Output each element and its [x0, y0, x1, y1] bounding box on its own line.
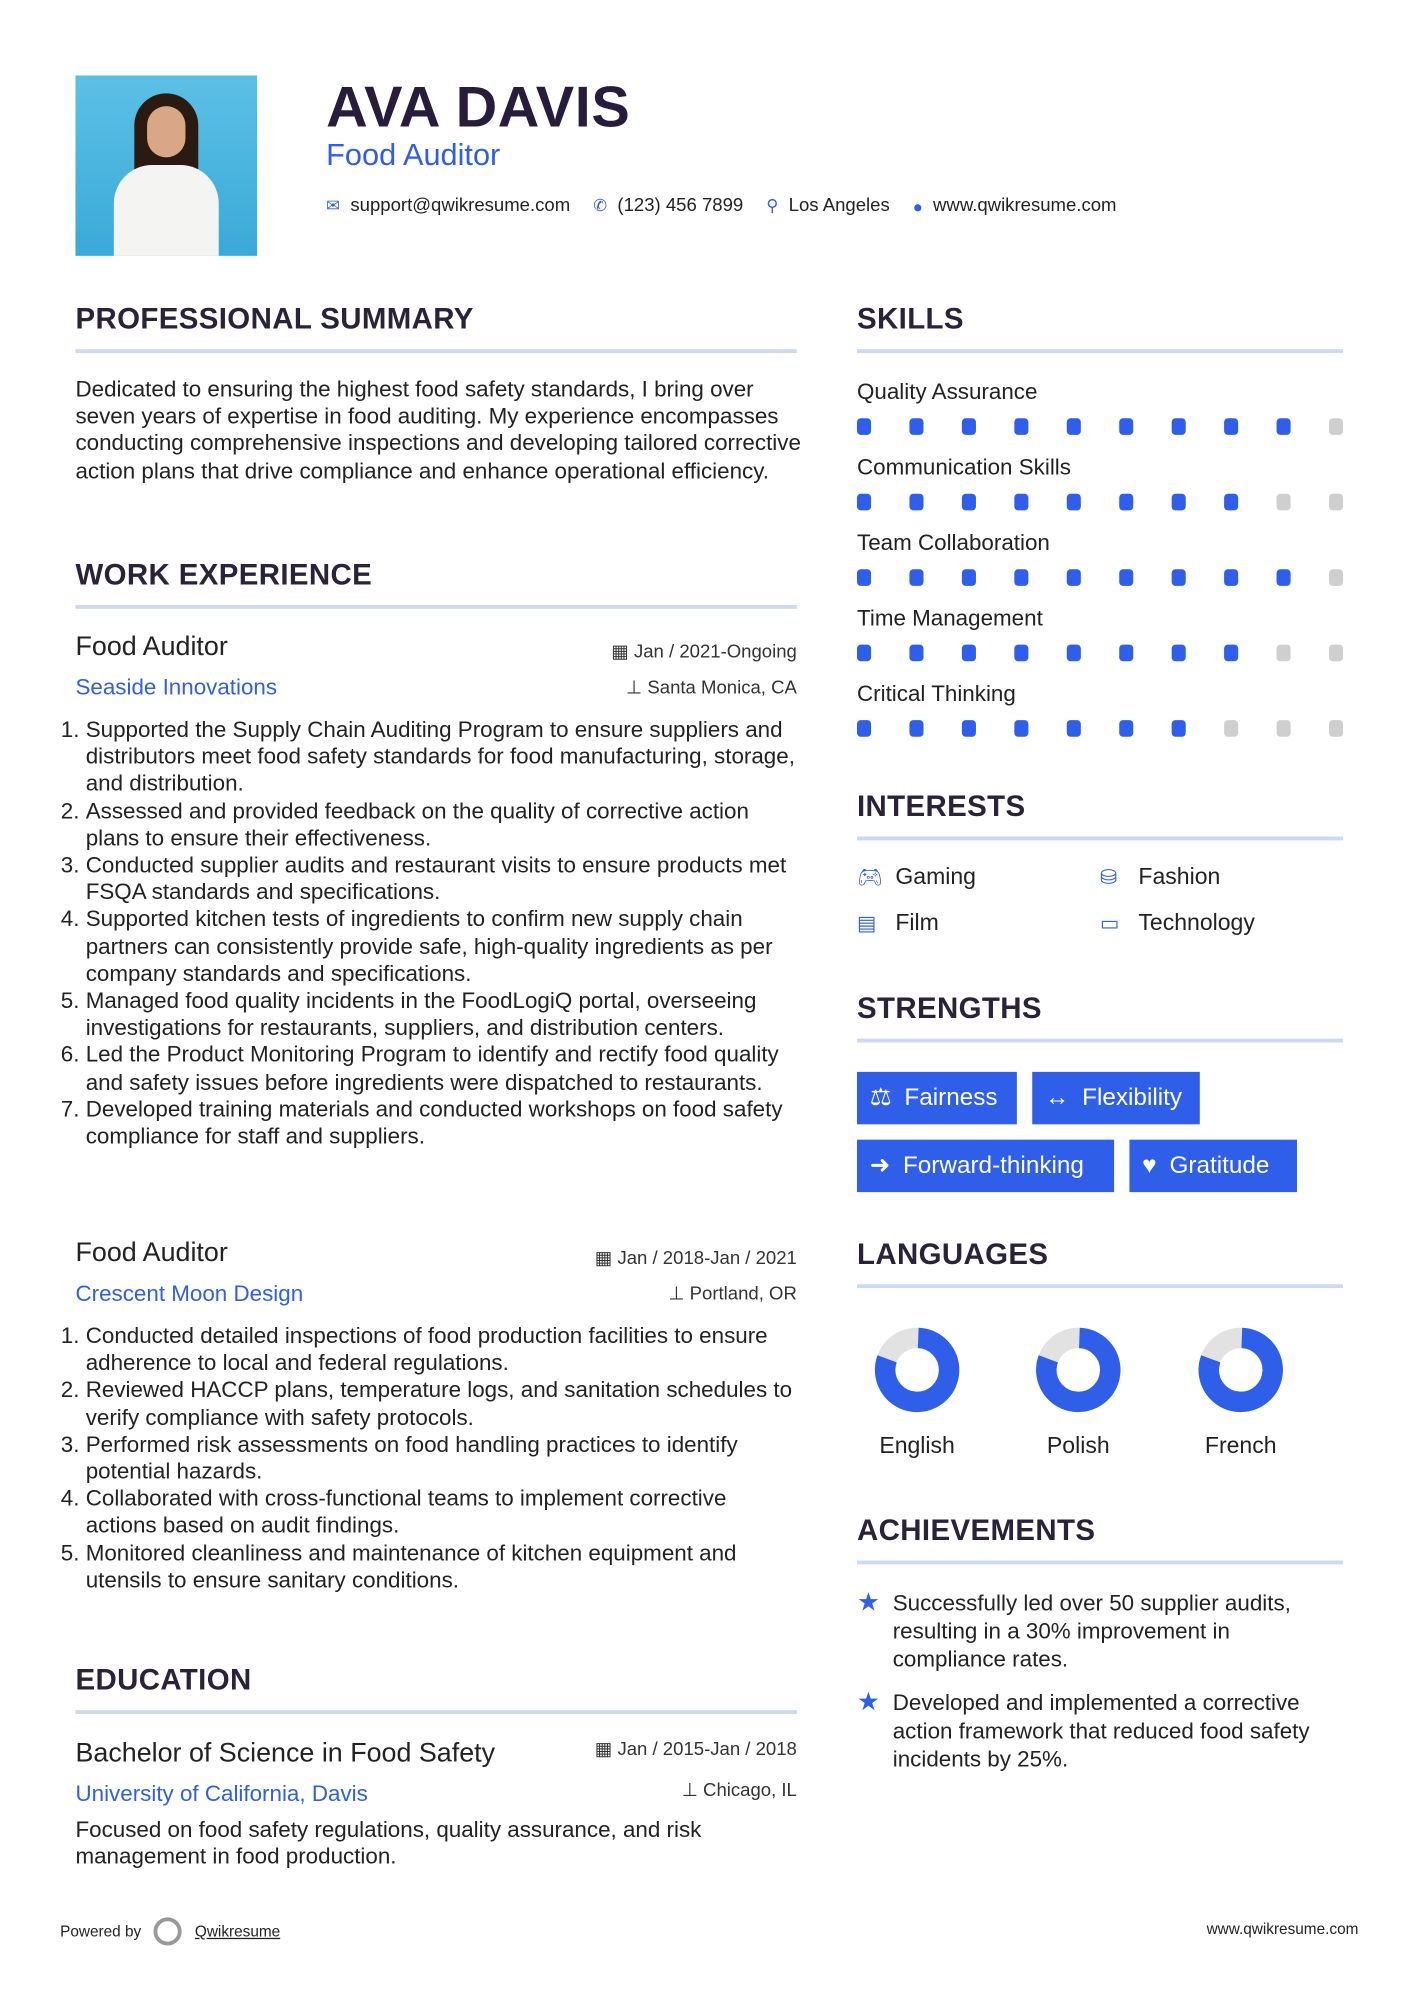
globe-icon: ●	[912, 196, 923, 216]
divider	[75, 605, 796, 609]
rating-dot	[1224, 569, 1238, 586]
rating-dot	[1329, 494, 1343, 511]
skill-rating	[857, 645, 1343, 662]
job-location: ⊥ Santa Monica, CA	[626, 677, 797, 699]
rating-dot	[1277, 569, 1291, 586]
rating-dot	[909, 418, 923, 435]
interest-gaming: 🎮︎ Gaming	[856, 863, 976, 889]
rating-dot	[1224, 418, 1238, 435]
location-text: Los Angeles	[788, 195, 890, 217]
strength-tag: ➜ Forward-thinking	[857, 1140, 1114, 1192]
skill-name: Communication Skills	[856, 454, 1071, 480]
job-entry	[68, 632, 797, 1150]
rating-dot	[1119, 720, 1133, 737]
qwikresume-logo-icon	[154, 1917, 182, 1945]
rating-dot	[1119, 645, 1133, 662]
divider	[75, 349, 796, 353]
rating-dot	[1277, 720, 1291, 737]
education-dates: ▦ Jan / 2015-Jan / 2018	[594, 1739, 797, 1761]
interest-fashion: ⛁ Fashion	[1100, 863, 1221, 889]
arrows-h-icon: ↔	[1045, 1084, 1070, 1111]
skill-item	[857, 605, 1343, 680]
skills-list	[857, 379, 1343, 756]
list-item: 6. Led the Product Monitoring Program to identify and rectify food quality and safety issues before ingredients were dispatched to restaurants.	[86, 1042, 797, 1096]
language-name: French	[1204, 1432, 1277, 1459]
pin-icon: ⊥	[626, 677, 648, 699]
pin-icon: ⊥	[668, 1284, 690, 1305]
rating-dot	[857, 418, 871, 435]
rating-dot	[1329, 645, 1343, 662]
language-donut	[1196, 1325, 1286, 1415]
strengths-heading: STRENGTHS	[856, 991, 1042, 1025]
list-item: 1. Supported the Supply Chain Auditing Program to ensure suppliers and distributors meet food safety standards for food manufacturing, storage, and distribution.	[86, 716, 797, 797]
school-name: University of California, Davis	[75, 1780, 368, 1807]
rating-dot	[1014, 418, 1028, 435]
calendar-icon: ▦	[594, 1739, 618, 1761]
skill-item	[857, 530, 1343, 605]
company-name: Crescent Moon Design	[75, 1280, 304, 1306]
arrow-right-icon: ➜	[869, 1152, 891, 1180]
rating-dot	[1014, 494, 1028, 511]
list-item: 1. Conducted detailed inspections of food production facilities to ensure adherence to local and federal regulations.	[86, 1323, 797, 1377]
education-text: Focused on food safety regulations, quality assurance, and risk management in food production.	[75, 1816, 702, 1870]
candidate-name: AVA DAVIS	[326, 74, 631, 140]
footer-url[interactable]: www.qwikresume.com	[1206, 1919, 1359, 1938]
list-item: 4. Collaborated with cross-functional teams to implement corrective actions based on audit findings.	[86, 1485, 797, 1539]
list-item: 3. Conducted supplier audits and restaurant visits to ensure products met FSQA standards and specifications.	[86, 852, 797, 906]
skill-rating	[857, 494, 1343, 511]
rating-dot	[857, 494, 871, 511]
summary-heading: PROFESSIONAL SUMMARY	[75, 301, 474, 336]
pin-icon: ⊥	[681, 1780, 704, 1801]
rating-dot	[1119, 569, 1133, 586]
email-link[interactable]: support@qwikresume.com	[350, 195, 571, 217]
job-bullets	[68, 1323, 797, 1594]
skill-rating	[857, 720, 1343, 737]
list-item: 4. Supported kitchen tests of ingredients to confirm new supply chain partners can consistently provide safe, high-quality ingredients as per company standards and specifications.	[86, 906, 797, 987]
education-heading: EDUCATION	[75, 1662, 252, 1697]
job-title: Food Auditor	[75, 1238, 228, 1268]
star-icon: ★	[856, 1588, 880, 1617]
divider	[857, 349, 1343, 353]
interest-technology: ▭ Technology	[1100, 909, 1255, 936]
profile-photo	[75, 75, 257, 255]
rating-dot	[1172, 645, 1186, 662]
education-location: ⊥ Chicago, IL	[681, 1780, 797, 1801]
job-bullets	[68, 716, 797, 1150]
achievements-heading: ACHIEVEMENTS	[856, 1513, 1096, 1547]
rating-dot	[1067, 645, 1081, 662]
star-icon: ★	[856, 1688, 880, 1717]
contact-bar	[326, 196, 1116, 216]
divider	[857, 1561, 1343, 1565]
gamepad-icon: 🎮︎	[856, 866, 883, 889]
rating-dot	[1067, 418, 1081, 435]
skills-heading: SKILLS	[856, 301, 964, 336]
rating-dot	[1224, 720, 1238, 737]
rating-dot	[1277, 418, 1291, 435]
calendar-icon: ▦	[594, 1248, 618, 1269]
rating-dot	[909, 494, 923, 511]
calendar-icon: ▦	[611, 642, 634, 663]
rating-dot	[909, 569, 923, 586]
interest-film: ▤ Film	[856, 909, 939, 936]
achievement-item: ★ Successfully led over 50 supplier audits, resulting in a 30% improvement in compliance rates.	[856, 1588, 1291, 1672]
website-link[interactable]: www.qwikresume.com	[933, 195, 1117, 217]
divider	[857, 1039, 1343, 1043]
envelope-icon: ✉	[326, 195, 341, 215]
rating-dot	[1067, 569, 1081, 586]
rating-dot	[1329, 569, 1343, 586]
rating-dot	[1224, 494, 1238, 511]
rating-dot	[1172, 494, 1186, 511]
rating-dot	[909, 720, 923, 737]
skill-rating	[857, 569, 1343, 586]
divider	[857, 837, 1343, 841]
rating-dot	[1067, 720, 1081, 737]
language-donut	[1034, 1325, 1124, 1415]
rating-dot	[857, 720, 871, 737]
summary-text: Dedicated to ensuring the highest food safety standards, I bring over seven years of expertise in food auditing. My experience encompasses conducting comprehensive inspections and developing tailored corrective action plans that drive compliance and enhance operational efficiency.	[75, 376, 801, 484]
phone-text: (123) 456 7899	[617, 195, 744, 217]
job-entry	[68, 1238, 797, 1594]
skill-name: Time Management	[856, 605, 1043, 631]
skill-item	[857, 454, 1343, 529]
job-title: Food Auditor	[75, 631, 228, 662]
candidate-title: Food Auditor	[326, 138, 501, 173]
experience-heading: WORK EXPERIENCE	[75, 557, 373, 591]
shopping-bag-icon: ⛁	[1100, 866, 1118, 889]
rating-dot	[909, 645, 923, 662]
rating-dot	[1329, 720, 1343, 737]
list-item: 7. Developed training materials and conducted workshops on food safety compliance for staff and suppliers.	[86, 1096, 797, 1150]
strength-tag: ♥ Gratitude	[1129, 1140, 1297, 1192]
rating-dot	[962, 720, 976, 737]
rating-dot	[1014, 720, 1028, 737]
rating-dot	[1172, 569, 1186, 586]
phone-icon: ✆	[593, 195, 608, 215]
list-item: 2. Reviewed HACCP plans, temperature logs, and sanitation schedules to verify compliance with safety protocols.	[86, 1377, 797, 1431]
divider	[75, 1710, 796, 1714]
job-dates: ▦ Jan / 2018-Jan / 2021	[594, 1248, 797, 1269]
skill-name: Team Collaboration	[856, 529, 1050, 556]
strength-tag: ↔ Flexibility	[1032, 1072, 1200, 1124]
footer-powered: Powered by Qwikresume	[60, 1917, 280, 1945]
map-pin-icon: ⚲	[766, 195, 779, 215]
rating-dot	[962, 494, 976, 511]
rating-dot	[857, 569, 871, 586]
language-donut	[872, 1325, 962, 1415]
company-name: Seaside Innovations	[75, 674, 278, 700]
rating-dot	[1277, 645, 1291, 662]
list-item: 2. Assessed and provided feedback on the quality of corrective action plans to ensure their effectiveness.	[86, 798, 797, 852]
rating-dot	[1014, 569, 1028, 586]
rating-dot	[1329, 418, 1343, 435]
rating-dot	[1172, 720, 1186, 737]
rating-dot	[1119, 418, 1133, 435]
film-icon: ▤	[856, 912, 877, 935]
skill-item	[857, 680, 1343, 755]
interests-heading: INTERESTS	[856, 789, 1026, 823]
rating-dot	[962, 418, 976, 435]
list-item: 5. Managed food quality incidents in the FoodLogiQ portal, overseeing investigations for restaurants, suppliers, and distribution centers.	[86, 988, 797, 1042]
skill-rating	[857, 418, 1343, 435]
skill-item	[857, 379, 1343, 454]
laptop-icon: ▭	[1100, 912, 1120, 935]
heart-icon: ♥	[1142, 1151, 1157, 1179]
list-item: 5. Monitored cleanliness and maintenance of kitchen equipment and utensils to ensure sanitary conditions.	[86, 1540, 797, 1594]
language-name: English	[879, 1432, 955, 1459]
rating-dot	[857, 645, 871, 662]
rating-dot	[962, 569, 976, 586]
balance-scale-icon: ⚖	[869, 1084, 892, 1112]
job-dates: ▦ Jan / 2021-Ongoing	[611, 642, 797, 663]
degree-title: Bachelor of Science in Food Safety	[75, 1738, 496, 1768]
qwikresume-link[interactable]: Qwikresume	[194, 1922, 281, 1941]
achievement-item: ★ Developed and implemented a corrective action framework that reduced food safety incidents by 25%.	[856, 1688, 1310, 1772]
rating-dot	[1014, 645, 1028, 662]
skill-name: Quality Assurance	[856, 378, 1038, 405]
list-item: 3. Performed risk assessments on food handling practices to identify potential hazards.	[86, 1431, 797, 1485]
skill-name: Critical Thinking	[856, 680, 1016, 707]
rating-dot	[1119, 494, 1133, 511]
divider	[857, 1284, 1343, 1288]
rating-dot	[1067, 494, 1081, 511]
language-name: Polish	[1046, 1432, 1110, 1459]
strength-tag: ⚖ Fairness	[857, 1072, 1017, 1124]
rating-dot	[1224, 645, 1238, 662]
languages-heading: LANGUAGES	[856, 1236, 1049, 1271]
rating-dot	[962, 645, 976, 662]
rating-dot	[1277, 494, 1291, 511]
rating-dot	[1172, 418, 1186, 435]
job-location: ⊥ Portland, OR	[668, 1284, 797, 1305]
